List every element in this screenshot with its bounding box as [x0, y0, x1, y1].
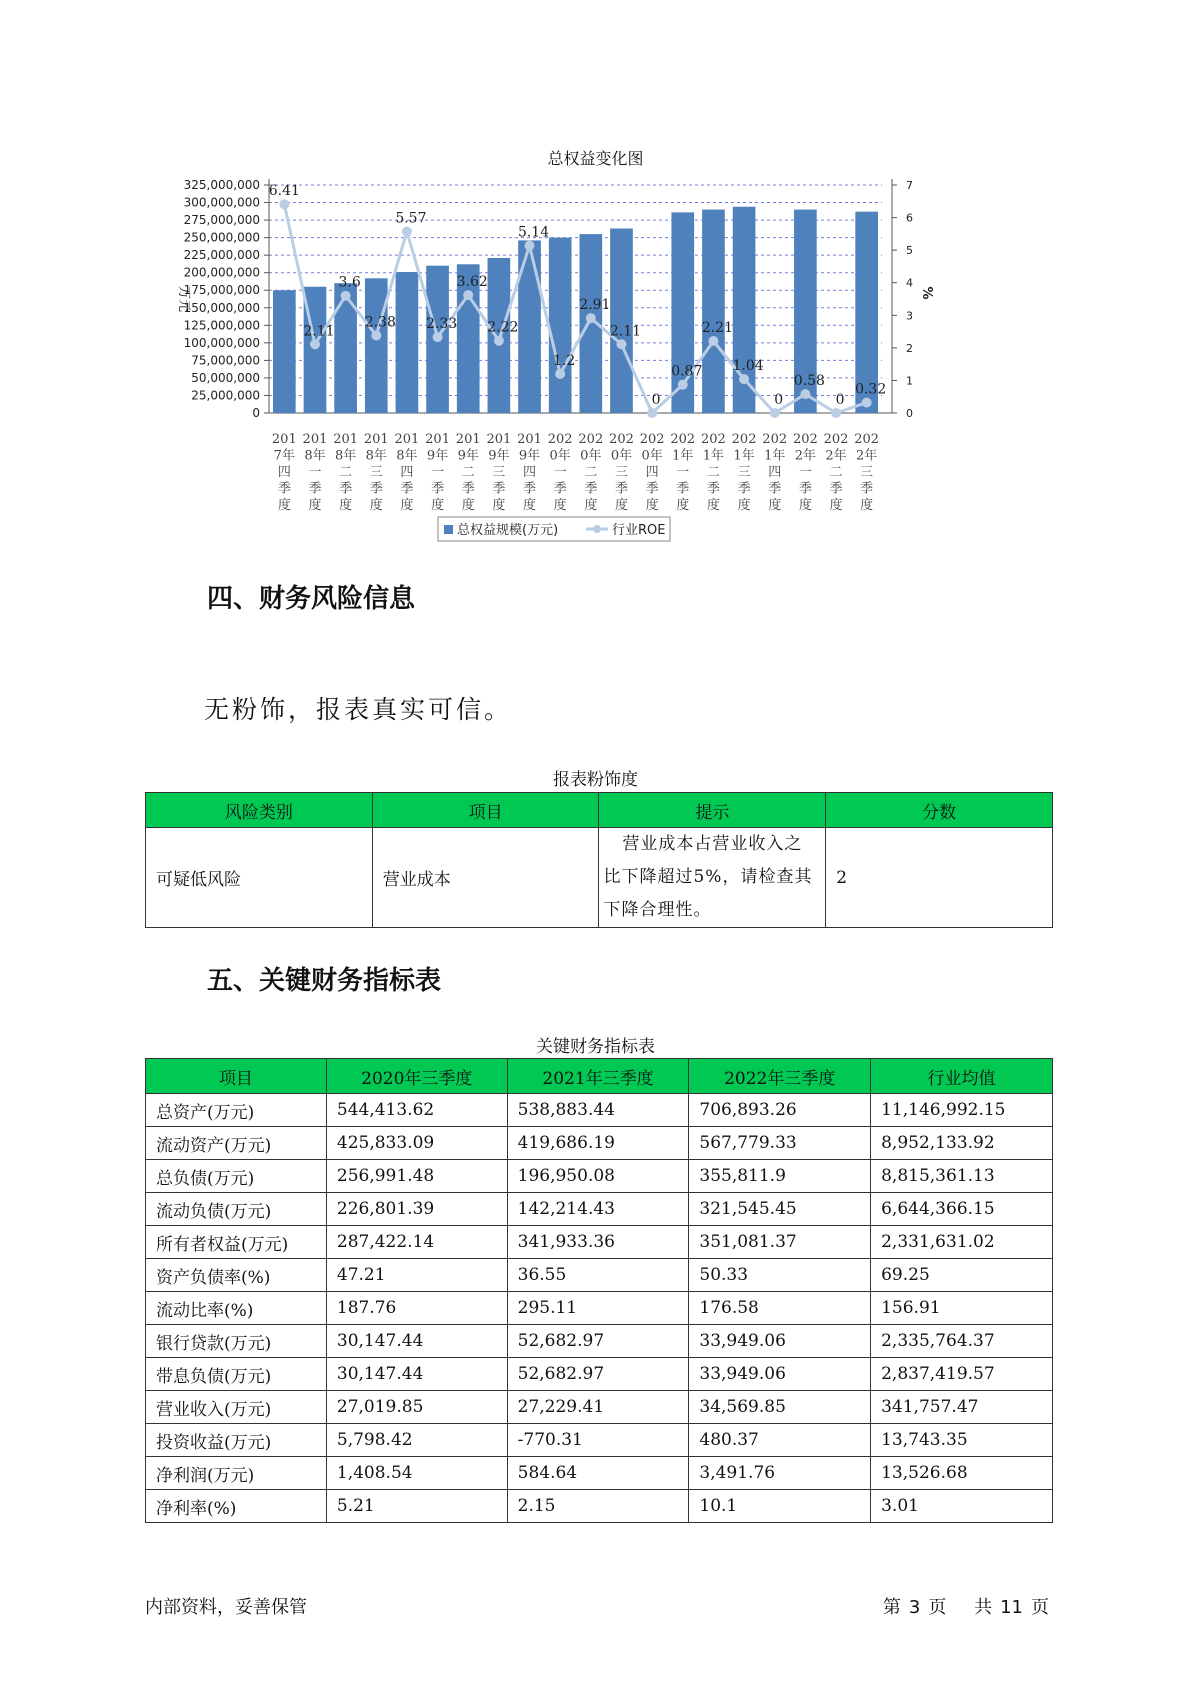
risk-item-cell: 营业成本 [372, 828, 599, 928]
roe-data-label: 0.58 [793, 373, 825, 390]
x-tick-label: 0年 [580, 448, 602, 464]
x-tick-label: 三 [737, 465, 751, 480]
bar [549, 238, 572, 413]
value-cell: 2.15 [507, 1490, 689, 1523]
value-cell: 706,893.26 [689, 1094, 871, 1127]
header-cell: 提示 [599, 793, 826, 828]
x-tick-label: 度 [860, 498, 874, 513]
value-cell: 13,526.68 [871, 1457, 1053, 1490]
risk-table-caption: 报表粉饰度 [553, 770, 638, 790]
value-cell: 3.01 [871, 1490, 1053, 1523]
x-tick-label: 1年 [702, 448, 725, 464]
table-row [146, 1391, 1053, 1424]
x-tick-label: 202 [823, 432, 849, 447]
legend-line-label: 行业ROE [612, 523, 666, 538]
value-cell: 341,757.47 [871, 1391, 1053, 1424]
y-tick-label: 0 [252, 406, 260, 420]
y-tick-label: 100,000,000 [183, 335, 260, 350]
x-tick-label: 201 [302, 432, 328, 447]
roe-point [371, 330, 381, 340]
x-tick-label: 2年 [825, 448, 847, 464]
roe-point [770, 408, 780, 418]
risk-table [145, 792, 1053, 928]
table-row [146, 1358, 1053, 1391]
x-tick-label: 三 [614, 465, 628, 480]
hint-line: 比下降超过5%，请检查其 [603, 867, 813, 887]
roe-data-label: 0 [774, 392, 784, 408]
x-tick-label: 四 [400, 465, 414, 480]
table-header-row [146, 1059, 1053, 1094]
x-tick-label: 二 [584, 465, 598, 480]
value-cell: 351,081.37 [689, 1226, 871, 1259]
value-cell: 567,779.33 [689, 1127, 871, 1160]
y2-axis-title: % [919, 286, 934, 300]
roe-data-label: 2.91 [579, 297, 611, 314]
table-row [146, 1094, 1053, 1127]
chart-title: 总权益变化图 [547, 149, 644, 168]
roe-data-label: 1.2 [553, 352, 576, 369]
x-tick-label: 202 [578, 432, 604, 447]
y-tick-label: 75,000,000 [191, 353, 260, 368]
x-tick-label: 度 [584, 498, 598, 513]
roe-data-label: 3.6 [338, 274, 361, 291]
y-tick-label: 225,000,000 [183, 248, 260, 263]
value-cell: 176.58 [689, 1292, 871, 1325]
roe-point [862, 398, 872, 408]
hint-line: 营业成本占营业收入之 [622, 834, 803, 854]
roe-point [463, 290, 473, 300]
x-tick-label: 度 [308, 498, 322, 513]
x-tick-label: 季 [860, 481, 874, 497]
value-cell: 69.25 [871, 1259, 1053, 1292]
header-cell: 分数 [826, 793, 1053, 828]
value-cell: 419,686.19 [507, 1127, 689, 1160]
header-cell: 2021年三季度 [507, 1059, 689, 1094]
value-cell: 5,798.42 [326, 1424, 507, 1457]
row-label-cell: 流动资产(万元) [146, 1127, 327, 1160]
roe-data-label: 2.22 [487, 319, 519, 336]
y2-tick-label: 1 [906, 374, 913, 388]
y2-tick-label: 3 [906, 309, 913, 323]
x-tick-label: 202 [701, 432, 726, 447]
y-tick-label: 125,000,000 [183, 318, 260, 333]
x-tick-label: 8年 [396, 448, 418, 464]
value-cell: 6,644,366.15 [871, 1193, 1053, 1226]
x-tick-label: 0年 [610, 448, 633, 464]
y2-tick-label: 0 [906, 407, 913, 420]
x-tick-label: 一 [553, 465, 567, 480]
x-tick-label: 度 [798, 498, 812, 513]
x-tick-label: 202 [792, 432, 818, 447]
x-tick-label: 三 [860, 465, 874, 480]
section-5-title: 五、关键财务指标表 [207, 966, 442, 996]
header-cell: 项目 [372, 793, 599, 828]
x-tick-label: 度 [492, 498, 506, 513]
risk-score-cell: 2 [826, 828, 1053, 928]
x-tick-label: 201 [394, 432, 420, 447]
x-tick-label: 四 [523, 465, 537, 480]
x-tick-label: 季 [676, 481, 690, 497]
value-cell: 321,545.45 [689, 1193, 871, 1226]
x-tick-label: 三 [492, 465, 506, 480]
roe-data-label: 6.41 [268, 183, 300, 200]
table-row [146, 1292, 1053, 1325]
roe-data-label: 2.11 [303, 323, 335, 340]
x-tick-label: 季 [614, 481, 628, 497]
x-tick-label: 一 [676, 465, 690, 480]
x-tick-label: 季 [829, 481, 843, 497]
value-cell: 10.1 [689, 1490, 871, 1523]
table-row [146, 1193, 1053, 1226]
roe-point [402, 227, 412, 237]
row-label-cell: 带息负债(万元) [146, 1358, 327, 1391]
table-row [146, 1226, 1053, 1259]
x-tick-label: 201 [425, 432, 450, 447]
roe-data-label: 5.14 [517, 224, 550, 241]
x-tick-label: 201 [333, 432, 359, 447]
table-header-row [146, 793, 1053, 828]
value-cell: 2,335,764.37 [871, 1325, 1053, 1358]
legend-bar-label: 总权益规模(万元) [457, 523, 559, 538]
x-tick-label: 度 [553, 498, 567, 513]
table-row [146, 1259, 1053, 1292]
roe-point [708, 336, 718, 346]
value-cell: 156.91 [871, 1292, 1053, 1325]
x-tick-label: 0年 [641, 448, 663, 464]
value-cell: 27,019.85 [326, 1391, 507, 1424]
bar [396, 272, 419, 413]
x-tick-label: 201 [363, 432, 389, 447]
value-cell: 8,815,361.13 [871, 1160, 1053, 1193]
legend-line-marker [593, 525, 601, 533]
page-num: 3 [908, 1597, 921, 1618]
kpi-table [145, 1058, 1053, 1523]
y2-tick-label: 2 [906, 341, 913, 355]
value-cell: 27,229.41 [507, 1391, 689, 1424]
x-tick-label: 度 [400, 498, 414, 513]
footer-page-number [879, 1593, 1053, 1619]
roe-data-label: 1.04 [732, 358, 764, 375]
table-row [146, 1325, 1053, 1358]
roe-data-label: 0.87 [671, 363, 703, 380]
value-cell: 30,147.44 [326, 1325, 507, 1358]
x-tick-label: 度 [523, 498, 537, 513]
roe-point [616, 339, 626, 349]
value-cell: 1,408.54 [326, 1457, 507, 1490]
value-cell: 3,491.76 [689, 1457, 871, 1490]
value-cell: 11,146,992.15 [871, 1094, 1053, 1127]
value-cell: 36.55 [507, 1259, 689, 1292]
x-tick-label: 202 [670, 432, 696, 447]
table-row [146, 1160, 1053, 1193]
x-tick-label: 202 [639, 432, 665, 447]
roe-data-label: 0 [835, 392, 845, 408]
roe-point [433, 332, 443, 342]
total-unit: 页 [1031, 1597, 1049, 1618]
row-label-cell: 营业收入(万元) [146, 1391, 327, 1424]
x-tick-label: 9年 [457, 448, 479, 464]
value-cell: 52,682.97 [507, 1358, 689, 1391]
x-tick-label: 季 [277, 481, 291, 497]
y-tick-label: 150,000,000 [183, 300, 260, 315]
x-tick-label: 度 [768, 498, 782, 513]
x-tick-label: 度 [676, 498, 690, 513]
value-cell: 30,147.44 [326, 1358, 507, 1391]
section-4-title: 四、财务风险信息 [207, 584, 416, 614]
x-tick-label: 季 [553, 481, 567, 497]
x-tick-label: 0年 [549, 448, 571, 464]
y2-tick-label: 6 [906, 211, 913, 225]
x-tick-label: 2年 [794, 448, 817, 464]
x-tick-label: 一 [798, 465, 812, 480]
value-cell: 142,214.43 [507, 1193, 689, 1226]
table-row [146, 828, 1053, 928]
row-label-cell: 流动负债(万元) [146, 1193, 327, 1226]
x-tick-label: 季 [523, 481, 537, 497]
x-tick-label: 季 [492, 481, 506, 497]
kpi-table-caption: 关键财务指标表 [536, 1037, 655, 1057]
x-tick-label: 9年 [518, 448, 541, 464]
y-tick-label: 25,000,000 [191, 388, 260, 403]
x-tick-label: 二 [461, 465, 475, 480]
value-cell: 8,952,133.92 [871, 1127, 1053, 1160]
x-tick-label: 8年 [365, 448, 387, 464]
value-cell: 355,811.9 [689, 1160, 871, 1193]
value-cell: 47.21 [326, 1259, 507, 1292]
x-tick-label: 8年 [334, 448, 357, 464]
x-tick-label: 二 [339, 465, 353, 480]
roe-data-label: 5.57 [395, 210, 427, 227]
roe-data-label: 2.38 [364, 314, 396, 331]
roe-point [647, 408, 657, 418]
x-tick-label: 季 [339, 481, 353, 497]
x-tick-label: 202 [609, 432, 634, 447]
value-cell: 544,413.62 [326, 1094, 507, 1127]
x-tick-label: 季 [645, 481, 659, 497]
value-cell: 295.11 [507, 1292, 689, 1325]
x-tick-label: 度 [829, 498, 843, 513]
risk-hint-cell [599, 828, 826, 928]
x-tick-label: 度 [339, 498, 353, 513]
x-tick-label: 季 [706, 481, 720, 497]
table-row [146, 1127, 1053, 1160]
roe-data-label: 0.32 [855, 381, 887, 398]
roe-point [494, 336, 504, 346]
x-tick-label: 四 [768, 465, 782, 480]
x-tick-label: 季 [584, 481, 598, 497]
risk-category-cell: 可疑低风险 [146, 828, 373, 928]
bar [365, 278, 388, 413]
value-cell: 226,801.39 [326, 1193, 507, 1226]
header-cell: 2020年三季度 [326, 1059, 507, 1094]
roe-point [678, 380, 688, 390]
roe-data-label: 2.21 [701, 320, 734, 337]
x-tick-label: 1年 [733, 448, 755, 464]
x-tick-label: 二 [706, 465, 720, 480]
x-tick-label: 季 [308, 481, 322, 497]
value-cell: 425,833.09 [326, 1127, 507, 1160]
roe-data-label: 0 [651, 392, 661, 408]
x-tick-label: 202 [547, 432, 573, 447]
value-cell: 187.76 [326, 1292, 507, 1325]
y-axis-title: 万元 [176, 285, 191, 313]
y2-tick-label: 4 [906, 276, 913, 290]
roe-point [341, 291, 351, 301]
roe-point [586, 313, 596, 323]
x-tick-label: 度 [645, 498, 659, 513]
x-tick-label: 202 [854, 432, 880, 447]
x-tick-label: 季 [798, 481, 812, 497]
x-tick-label: 季 [737, 481, 751, 497]
page-prefix: 第 [882, 1597, 901, 1618]
bar [610, 228, 633, 413]
page-unit: 页 [928, 1597, 947, 1618]
x-tick-label: 季 [400, 481, 414, 497]
row-label-cell: 流动比率(%) [146, 1292, 327, 1325]
value-cell: 13,743.35 [871, 1424, 1053, 1457]
x-tick-label: 度 [431, 498, 445, 513]
roe-point [279, 199, 289, 209]
row-label-cell: 投资收益(万元) [146, 1424, 327, 1457]
value-cell: 584.64 [507, 1457, 689, 1490]
value-cell: 52,682.97 [507, 1325, 689, 1358]
x-tick-label: 度 [614, 498, 628, 513]
roe-data-label: 2.11 [609, 323, 642, 340]
x-tick-label: 202 [762, 432, 788, 447]
x-tick-label: 度 [706, 498, 720, 513]
row-label-cell: 资产负债率(%) [146, 1259, 327, 1292]
equity-chart [165, 175, 1045, 605]
x-tick-label: 一 [308, 465, 322, 480]
row-label-cell: 所有者权益(万元) [146, 1226, 327, 1259]
header-cell: 风险类别 [146, 793, 373, 828]
table-row [146, 1424, 1053, 1457]
x-tick-label: 四 [645, 465, 659, 480]
value-cell: 287,422.14 [326, 1226, 507, 1259]
value-cell: 2,331,631.02 [871, 1226, 1053, 1259]
x-tick-label: 1年 [672, 448, 694, 464]
value-cell: 341,933.36 [507, 1226, 689, 1259]
x-tick-label: 201 [517, 432, 542, 447]
x-tick-label: 201 [486, 432, 512, 447]
value-cell: 5.21 [326, 1490, 507, 1523]
value-cell: 50.33 [689, 1259, 871, 1292]
value-cell: 196,950.08 [507, 1160, 689, 1193]
roe-point [831, 408, 841, 418]
x-tick-label: 8年 [304, 448, 326, 464]
bar [702, 210, 725, 413]
x-tick-label: 四 [277, 465, 291, 480]
x-tick-label: 度 [277, 498, 291, 513]
x-tick-label: 度 [461, 498, 475, 513]
value-cell: 538,883.44 [507, 1094, 689, 1127]
y2-tick-label: 7 [906, 179, 913, 192]
value-cell: 33,949.06 [689, 1358, 871, 1391]
x-tick-label: 三 [369, 465, 383, 480]
value-cell: 256,991.48 [326, 1160, 507, 1193]
table-row [146, 1490, 1053, 1523]
value-cell: 2,837,419.57 [871, 1358, 1053, 1391]
bar [273, 290, 296, 413]
row-label-cell: 总负债(万元) [146, 1160, 327, 1193]
header-cell: 行业均值 [871, 1059, 1053, 1094]
y-tick-label: 325,000,000 [183, 178, 260, 192]
x-tick-label: 1年 [764, 448, 786, 464]
row-label-cell: 净利润(万元) [146, 1457, 327, 1490]
roe-data-label: 2.33 [425, 316, 458, 333]
x-tick-label: 201 [271, 432, 297, 447]
x-tick-label: 季 [461, 481, 475, 497]
x-tick-label: 季 [369, 481, 383, 497]
y2-tick-label: 5 [906, 244, 913, 258]
value-cell: 34,569.85 [689, 1391, 871, 1424]
y-tick-label: 200,000,000 [183, 265, 260, 280]
value-cell: 480.37 [689, 1424, 871, 1457]
header-cell: 2022年三季度 [689, 1059, 871, 1094]
value-cell: -770.31 [507, 1424, 689, 1457]
x-tick-label: 9年 [426, 448, 449, 464]
table-row [146, 1457, 1053, 1490]
x-tick-label: 201 [455, 432, 481, 447]
y-tick-label: 50,000,000 [191, 370, 260, 385]
roe-point [310, 339, 320, 349]
total-num: 11 [1000, 1597, 1023, 1618]
y-tick-label: 175,000,000 [183, 283, 260, 298]
section-4-text: 无粉饰，报表真实可信。 [204, 695, 513, 724]
y-tick-label: 250,000,000 [183, 230, 260, 245]
x-tick-label: 季 [431, 481, 445, 497]
roe-data-label: 3.62 [456, 274, 488, 291]
y-tick-label: 275,000,000 [183, 213, 260, 228]
x-tick-label: 7年 [273, 448, 295, 464]
hint-line: 下降合理性。 [603, 900, 712, 920]
bar [334, 283, 357, 413]
footer-confidential-note: 内部资料，妥善保管 [145, 1597, 307, 1618]
x-tick-label: 一 [431, 465, 445, 480]
x-tick-label: 度 [369, 498, 383, 513]
x-tick-label: 季 [768, 481, 782, 497]
row-label-cell: 银行贷款(万元) [146, 1325, 327, 1358]
total-prefix: 共 [974, 1597, 993, 1618]
legend-bar-swatch [444, 525, 453, 534]
row-label-cell: 总资产(万元) [146, 1094, 327, 1127]
x-tick-label: 度 [737, 498, 751, 513]
value-cell: 33,949.06 [689, 1325, 871, 1358]
roe-point [739, 374, 749, 384]
x-tick-label: 二 [829, 465, 843, 480]
roe-point [525, 241, 535, 251]
row-label-cell: 净利率(%) [146, 1490, 327, 1523]
y-tick-label: 300,000,000 [183, 195, 260, 210]
x-tick-label: 9年 [488, 448, 510, 464]
x-tick-label: 202 [731, 432, 757, 447]
roe-point [555, 369, 565, 379]
header-cell: 项目 [146, 1059, 327, 1094]
x-tick-label: 2年 [856, 448, 878, 464]
roe-point [800, 389, 810, 399]
